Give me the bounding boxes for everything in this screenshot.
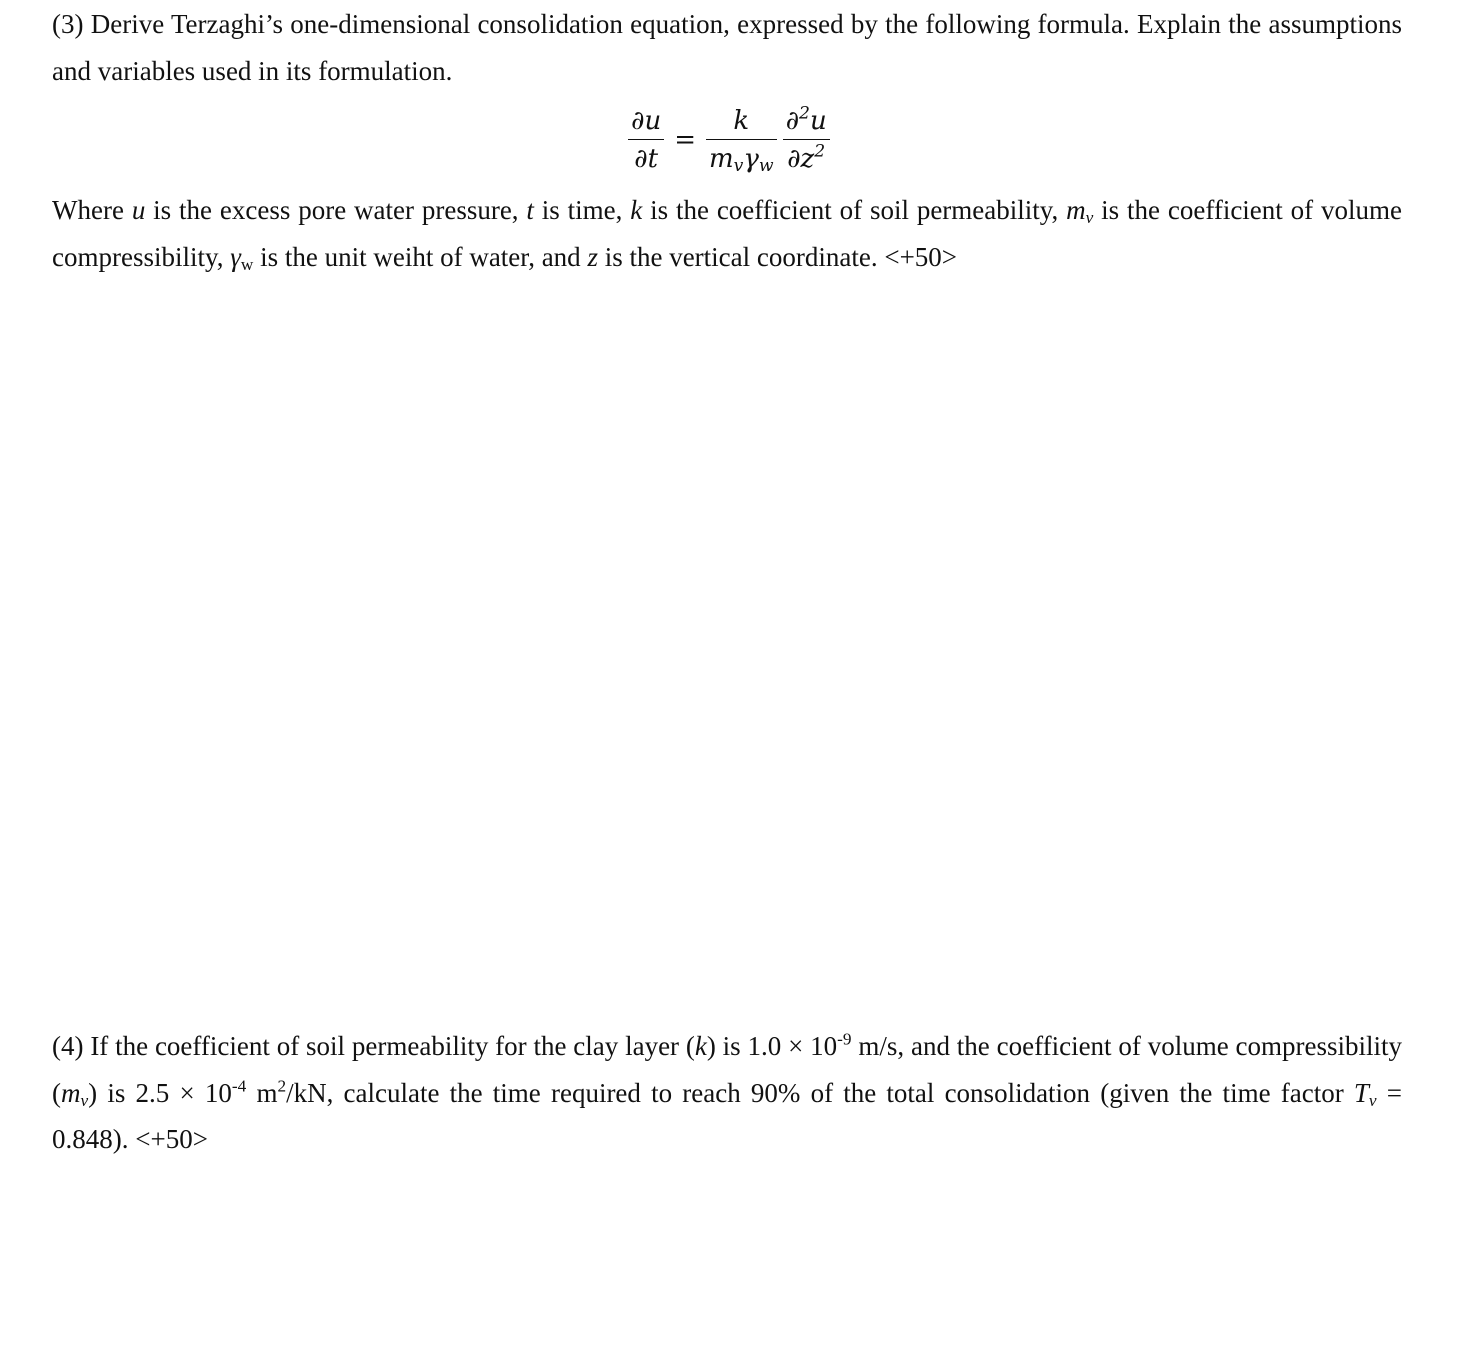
- question-4-text: (4) If the coefficient of soil permeability for the clay layer (k) is $1.0 \times 10^{-9}$ m/s, and the coefficient of volume compressibility $(m_v)$ is $2.5 \times 10^{-4}$ $m^2/kN$, calculate the time required to reach 90% of the total consolidation (given the time factor $T_v = 0.848$). <+50>: [52, 1029, 1403, 1154]
- second-derivative-fraction: $\frac{\partial^2u}{\partial z^2}$: [783, 104, 830, 176]
- lhs-fraction: $\frac{\partial u}{\partial t}$: [628, 104, 664, 176]
- equals-sign: =: [674, 125, 696, 155]
- consolidation-equation: [628, 104, 830, 176]
- question-3-text: (3) Derive Terzaghi’s one-dimensional consolidation equation, expressed by the following formula. Explain the assumptions and variables used in its formulation.: [52, 9, 1402, 86]
- coefficient-fraction: $\frac{k}{m_v\gamma_w}$: [706, 104, 777, 176]
- variable-definitions: Where u is the excess pore water pressure, t is time, k is the coefficient of soil permeability, $m_v$ is the coefficient of volume compressibility, $\gamma_w$ is the unit weiht of water, and z is the vertical coordinate. <+50>: [52, 195, 1402, 274]
